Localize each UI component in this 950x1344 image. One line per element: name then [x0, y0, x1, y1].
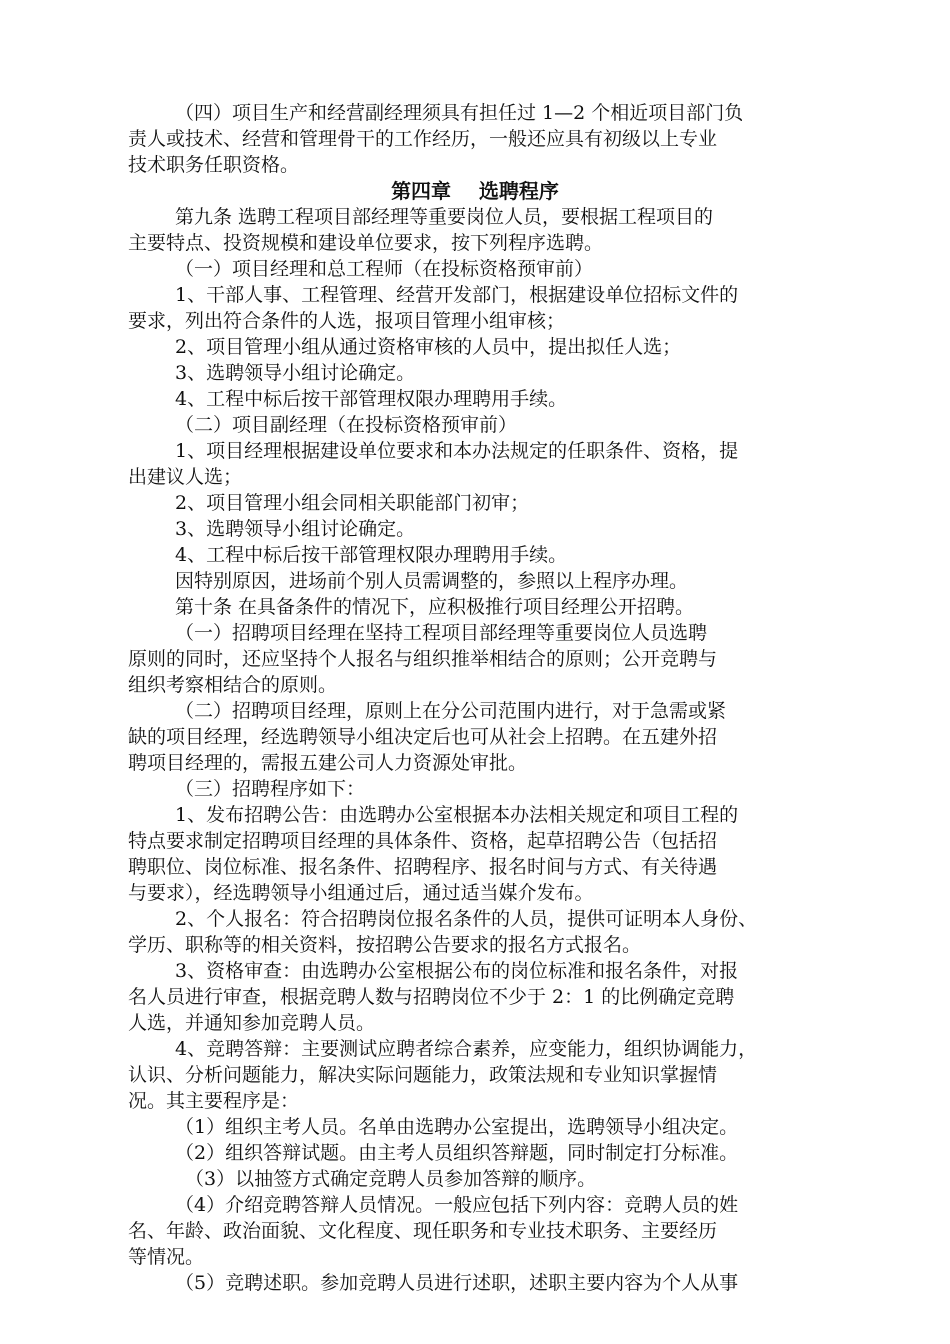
text-line: 学历、职称等的相关资料，按招聘公告要求的报名方式报名。 — [128, 934, 642, 956]
text-line: （二）项目副经理（在投标资格预审前） — [175, 414, 518, 436]
text-line: 况。其主要程序是： — [128, 1090, 300, 1112]
text-line: 与要求），经选聘领导小组通过后，通过适当媒介发布。 — [128, 882, 594, 904]
text-line: （四）项目生产和经营副经理须具有担任过 1—2 个相近项目部门负 — [175, 102, 744, 124]
text-line: 第十条 在具备条件的情况下，应积极推行项目经理公开招聘。 — [175, 596, 695, 618]
text-line: 1、发布招聘公告：由选聘办公室根据本办法相关规定和项目工程的 — [175, 804, 739, 826]
text-line: 名人员进行审查，根据竞聘人数与招聘岗位不少于 2：1 的比例确定竞聘 — [128, 986, 735, 1008]
text-line: （2）组织答辩试题。由主考人员组织答辩题，同时制定打分标准。 — [175, 1142, 739, 1164]
text-line: 特点要求制定招聘项目经理的具体条件、资格，起草招聘公告（包括招 — [128, 830, 718, 852]
text-line: （三）招聘程序如下： — [175, 778, 366, 800]
text-line: （一）招聘项目经理在坚持工程项目部经理等重要岗位人员选聘 — [175, 622, 708, 644]
text-line: （4）介绍竞聘答辩人员情况。一般应包括下列内容：竞聘人员的姓 — [175, 1194, 739, 1216]
text-line: 聘职位、岗位标准、报名条件、招聘程序、报名时间与方式、有关待遇 — [128, 856, 718, 878]
text-line: 主要特点、投资规模和建设单位要求，按下列程序选聘。 — [128, 232, 604, 254]
text-line: 聘项目经理的，需报五建公司人力资源处审批。 — [128, 752, 528, 774]
text-line: （一）项目经理和总工程师（在投标资格预审前） — [175, 258, 594, 280]
text-line: 4、工程中标后按干部管理权限办理聘用手续。 — [175, 388, 568, 410]
chapter-heading: 第四章 选聘程序 — [391, 179, 559, 203]
text-line: 3、选聘领导小组讨论确定。 — [175, 362, 416, 384]
text-line: 原则的同时，还应坚持个人报名与组织推举相结合的原则；公开竞聘与 — [128, 648, 718, 670]
text-line: 第九条 选聘工程项目部经理等重要岗位人员，要根据工程项目的 — [175, 206, 714, 228]
text-line: 2、项目管理小组会同相关职能部门初审； — [175, 492, 530, 514]
text-line: （二）招聘项目经理，原则上在分公司范围内进行，对于急需或紧 — [175, 700, 727, 722]
text-line: 2、项目管理小组从通过资格审核的人员中，提出拟任人选； — [175, 336, 682, 358]
text-line: （5）竞聘述职。参加竞聘人员进行述职，述职主要内容为个人从事 — [175, 1272, 739, 1294]
text-line: 4、工程中标后按干部管理权限办理聘用手续。 — [175, 544, 568, 566]
text-line: 3、选聘领导小组讨论确定。 — [175, 518, 416, 540]
text-line: （1）组织主考人员。名单由选聘办公室提出，选聘领导小组决定。 — [175, 1116, 739, 1138]
text-line: 出建议人选； — [128, 466, 243, 488]
text-line: 因特别原因，进场前个别人员需调整的，参照以上程序办理。 — [175, 570, 689, 592]
text-line: 等情况。 — [128, 1246, 205, 1268]
text-line: 责人或技术、经营和管理骨干的工作经历，一般还应具有初级以上专业 — [128, 128, 718, 150]
text-line: 3、资格审查：由选聘办公室根据公布的岗位标准和报名条件，对报 — [175, 960, 739, 982]
text-line: 人选，并通知参加竞聘人员。 — [128, 1012, 376, 1034]
text-line: 2、个人报名：符合招聘岗位报名条件的人员，提供可证明本人身份、 — [175, 908, 758, 930]
text-line: 4、竞聘答辩：主要测试应聘者综合素养，应变能力，组织协调能力， — [175, 1038, 758, 1060]
text-line: 认识、分析问题能力，解决实际问题能力，政策法规和专业知识掌握情 — [128, 1064, 718, 1086]
text-line: 组织考察相结合的原则。 — [128, 674, 338, 696]
text-line: （3）以抽签方式确定竞聘人员参加答辩的顺序。 — [185, 1168, 597, 1190]
text-line: 1、项目经理根据建设单位要求和本办法规定的任职条件、资格，提 — [175, 440, 739, 462]
text-line: 缺的项目经理，经选聘领导小组决定后也可从社会上招聘。在五建外招 — [128, 726, 718, 748]
text-line: 要求，列出符合条件的人选，报项目管理小组审核； — [128, 310, 566, 332]
text-line: 1、干部人事、工程管理、经营开发部门，根据建设单位招标文件的 — [175, 284, 739, 306]
text-line: 名、年龄、政治面貌、文化程度、现任职务和专业技术职务、主要经历 — [128, 1220, 718, 1242]
text-line: 技术职务任职资格。 — [128, 154, 300, 176]
